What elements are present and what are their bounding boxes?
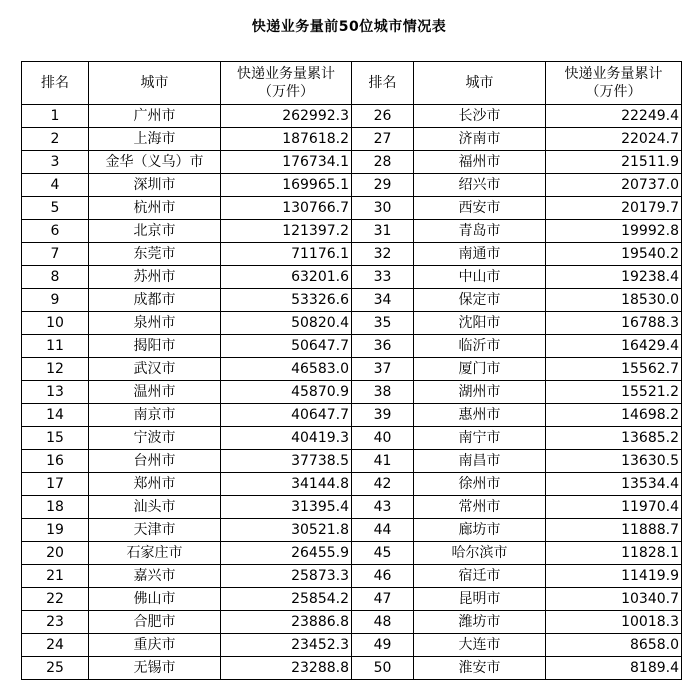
- volume-cell: 10340.7: [546, 588, 682, 611]
- volume-cell: 13534.4: [546, 473, 682, 496]
- rank-cell: 2: [22, 128, 89, 151]
- rank-cell: 15: [22, 427, 89, 450]
- volume-cell: 11888.7: [546, 519, 682, 542]
- express-volume-table: [21, 61, 682, 680]
- volume-cell: 30521.8: [221, 519, 352, 542]
- city-cell: 石家庄市: [89, 542, 221, 565]
- city-cell: 佛山市: [89, 588, 221, 611]
- city-cell: 宿迁市: [414, 565, 546, 588]
- table-row: [22, 220, 682, 243]
- city-cell: 杭州市: [89, 197, 221, 220]
- city-cell: 徐州市: [414, 473, 546, 496]
- table-row: [22, 542, 682, 565]
- volume-cell: 16788.3: [546, 312, 682, 335]
- rank-cell: 31: [352, 220, 414, 243]
- city-cell: 揭阳市: [89, 335, 221, 358]
- city-cell: 廊坊市: [414, 519, 546, 542]
- city-cell: 青岛市: [414, 220, 546, 243]
- rank-cell: 36: [352, 335, 414, 358]
- volume-cell: 22249.4: [546, 105, 682, 128]
- city-cell: 湖州市: [414, 381, 546, 404]
- header-rank-left: 排名: [22, 62, 89, 105]
- city-cell: 长沙市: [414, 105, 546, 128]
- city-cell: 无锡市: [89, 657, 221, 680]
- rank-cell: 43: [352, 496, 414, 519]
- volume-cell: 262992.3: [221, 105, 352, 128]
- rank-cell: 14: [22, 404, 89, 427]
- city-cell: 台州市: [89, 450, 221, 473]
- city-cell: 合肥市: [89, 611, 221, 634]
- volume-cell: 25873.3: [221, 565, 352, 588]
- rank-cell: 11: [22, 335, 89, 358]
- table-row: [22, 266, 682, 289]
- city-cell: 临沂市: [414, 335, 546, 358]
- city-cell: 哈尔滨市: [414, 542, 546, 565]
- city-cell: 苏州市: [89, 266, 221, 289]
- rank-cell: 21: [22, 565, 89, 588]
- volume-cell: 31395.4: [221, 496, 352, 519]
- rank-cell: 28: [352, 151, 414, 174]
- header-volume-right: [546, 62, 682, 105]
- table-row: [22, 358, 682, 381]
- table-row: [22, 335, 682, 358]
- rank-cell: 24: [22, 634, 89, 657]
- volume-cell: 20737.0: [546, 174, 682, 197]
- city-cell: 温州市: [89, 381, 221, 404]
- volume-cell: 40647.7: [221, 404, 352, 427]
- table-row: [22, 473, 682, 496]
- city-cell: 上海市: [89, 128, 221, 151]
- volume-cell: 13630.5: [546, 450, 682, 473]
- volume-cell: 187618.2: [221, 128, 352, 151]
- header-city-left: 城市: [89, 62, 221, 105]
- rank-cell: 41: [352, 450, 414, 473]
- city-cell: 大连市: [414, 634, 546, 657]
- city-cell: 重庆市: [89, 634, 221, 657]
- volume-cell: 169965.1: [221, 174, 352, 197]
- rank-cell: 47: [352, 588, 414, 611]
- city-cell: 惠州市: [414, 404, 546, 427]
- rank-cell: 33: [352, 266, 414, 289]
- city-cell: 常州市: [414, 496, 546, 519]
- volume-cell: 71176.1: [221, 243, 352, 266]
- city-cell: 昆明市: [414, 588, 546, 611]
- city-cell: 广州市: [89, 105, 221, 128]
- rank-cell: 49: [352, 634, 414, 657]
- volume-cell: 10018.3: [546, 611, 682, 634]
- city-cell: 宁波市: [89, 427, 221, 450]
- city-cell: 汕头市: [89, 496, 221, 519]
- rank-cell: 12: [22, 358, 89, 381]
- table-row: [22, 197, 682, 220]
- city-cell: 南通市: [414, 243, 546, 266]
- table-row: [22, 105, 682, 128]
- rank-cell: 5: [22, 197, 89, 220]
- city-cell: 绍兴市: [414, 174, 546, 197]
- rank-cell: 22: [22, 588, 89, 611]
- table-row: [22, 151, 682, 174]
- volume-cell: 19540.2: [546, 243, 682, 266]
- volume-cell: 63201.6: [221, 266, 352, 289]
- city-cell: 保定市: [414, 289, 546, 312]
- rank-cell: 13: [22, 381, 89, 404]
- header-rank-right: 排名: [352, 62, 414, 105]
- city-cell: 厦门市: [414, 358, 546, 381]
- table-row: [22, 450, 682, 473]
- header-volume-left: [221, 62, 352, 105]
- rank-cell: 35: [352, 312, 414, 335]
- rank-cell: 42: [352, 473, 414, 496]
- city-cell: 武汉市: [89, 358, 221, 381]
- rank-cell: 50: [352, 657, 414, 680]
- table-row: [22, 128, 682, 151]
- city-cell: 南京市: [89, 404, 221, 427]
- volume-cell: 45870.9: [221, 381, 352, 404]
- table-row: [22, 657, 682, 680]
- rank-cell: 29: [352, 174, 414, 197]
- header-volume-left-line2: （万件）: [258, 84, 314, 100]
- city-cell: 潍坊市: [414, 611, 546, 634]
- rank-cell: 32: [352, 243, 414, 266]
- rank-cell: 20: [22, 542, 89, 565]
- table-row: [22, 565, 682, 588]
- table-row: [22, 427, 682, 450]
- volume-cell: 8658.0: [546, 634, 682, 657]
- city-cell: 淮安市: [414, 657, 546, 680]
- rank-cell: 26: [352, 105, 414, 128]
- rank-cell: 16: [22, 450, 89, 473]
- rank-cell: 1: [22, 105, 89, 128]
- header-volume-right-line1: 快递业务量累计: [564, 66, 663, 82]
- city-cell: 东莞市: [89, 243, 221, 266]
- volume-cell: 19992.8: [546, 220, 682, 243]
- city-cell: 南宁市: [414, 427, 546, 450]
- city-cell: 福州市: [414, 151, 546, 174]
- city-cell: 天津市: [89, 519, 221, 542]
- rank-cell: 45: [352, 542, 414, 565]
- volume-cell: 40419.3: [221, 427, 352, 450]
- volume-cell: 15521.2: [546, 381, 682, 404]
- volume-cell: 53326.6: [221, 289, 352, 312]
- table-body: [22, 105, 682, 680]
- table-row: [22, 588, 682, 611]
- city-cell: 中山市: [414, 266, 546, 289]
- volume-cell: 11970.4: [546, 496, 682, 519]
- table-title: 快递业务量前50位城市情况表: [251, 19, 447, 35]
- rank-cell: 44: [352, 519, 414, 542]
- volume-cell: 14698.2: [546, 404, 682, 427]
- volume-cell: 20179.7: [546, 197, 682, 220]
- rank-cell: 19: [22, 519, 89, 542]
- volume-cell: 23452.3: [221, 634, 352, 657]
- table-row: [22, 312, 682, 335]
- rank-cell: 40: [352, 427, 414, 450]
- header-city-right: 城市: [414, 62, 546, 105]
- city-cell: 北京市: [89, 220, 221, 243]
- city-cell: 西安市: [414, 197, 546, 220]
- rank-cell: 46: [352, 565, 414, 588]
- rank-cell: 23: [22, 611, 89, 634]
- volume-cell: 22024.7: [546, 128, 682, 151]
- rank-cell: 37: [352, 358, 414, 381]
- volume-cell: 130766.7: [221, 197, 352, 220]
- city-cell: 济南市: [414, 128, 546, 151]
- table-row: [22, 174, 682, 197]
- volume-cell: 26455.9: [221, 542, 352, 565]
- rank-cell: 17: [22, 473, 89, 496]
- volume-cell: 19238.4: [546, 266, 682, 289]
- volume-cell: 50647.7: [221, 335, 352, 358]
- volume-cell: 46583.0: [221, 358, 352, 381]
- table-row: [22, 611, 682, 634]
- volume-cell: 121397.2: [221, 220, 352, 243]
- volume-cell: 34144.8: [221, 473, 352, 496]
- city-cell: 嘉兴市: [89, 565, 221, 588]
- table-row: [22, 519, 682, 542]
- rank-cell: 10: [22, 312, 89, 335]
- rank-cell: 7: [22, 243, 89, 266]
- rank-cell: 18: [22, 496, 89, 519]
- rank-cell: 34: [352, 289, 414, 312]
- rank-cell: 3: [22, 151, 89, 174]
- header-volume-right-line2: （万件）: [585, 84, 642, 100]
- table-row: [22, 381, 682, 404]
- table-row: [22, 243, 682, 266]
- rank-cell: 27: [352, 128, 414, 151]
- volume-cell: 23288.8: [221, 657, 352, 680]
- rank-cell: 39: [352, 404, 414, 427]
- rank-cell: 4: [22, 174, 89, 197]
- rank-cell: 38: [352, 381, 414, 404]
- table-row: [22, 404, 682, 427]
- city-cell: 南昌市: [414, 450, 546, 473]
- city-cell: 泉州市: [89, 312, 221, 335]
- volume-cell: 13685.2: [546, 427, 682, 450]
- volume-cell: 37738.5: [221, 450, 352, 473]
- header-row: [22, 62, 682, 105]
- rank-cell: 30: [352, 197, 414, 220]
- rank-cell: 8: [22, 266, 89, 289]
- volume-cell: 8189.4: [546, 657, 682, 680]
- city-cell: 深圳市: [89, 174, 221, 197]
- volume-cell: 18530.0: [546, 289, 682, 312]
- table-row: [22, 634, 682, 657]
- table-row: [22, 289, 682, 312]
- rank-cell: 25: [22, 657, 89, 680]
- rank-cell: 48: [352, 611, 414, 634]
- rank-cell: 9: [22, 289, 89, 312]
- volume-cell: 176734.1: [221, 151, 352, 174]
- volume-cell: 16429.4: [546, 335, 682, 358]
- city-cell: 沈阳市: [414, 312, 546, 335]
- table-row: [22, 496, 682, 519]
- volume-cell: 11828.1: [546, 542, 682, 565]
- volume-cell: 11419.9: [546, 565, 682, 588]
- volume-cell: 23886.8: [221, 611, 352, 634]
- volume-cell: 50820.4: [221, 312, 352, 335]
- volume-cell: 25854.2: [221, 588, 352, 611]
- city-cell: 成都市: [89, 289, 221, 312]
- city-cell: 郑州市: [89, 473, 221, 496]
- volume-cell: 21511.9: [546, 151, 682, 174]
- rank-cell: 6: [22, 220, 89, 243]
- city-cell: 金华（义乌）市: [89, 151, 221, 174]
- volume-cell: 15562.7: [546, 358, 682, 381]
- header-volume-left-line1: 快递业务量累计: [237, 66, 335, 82]
